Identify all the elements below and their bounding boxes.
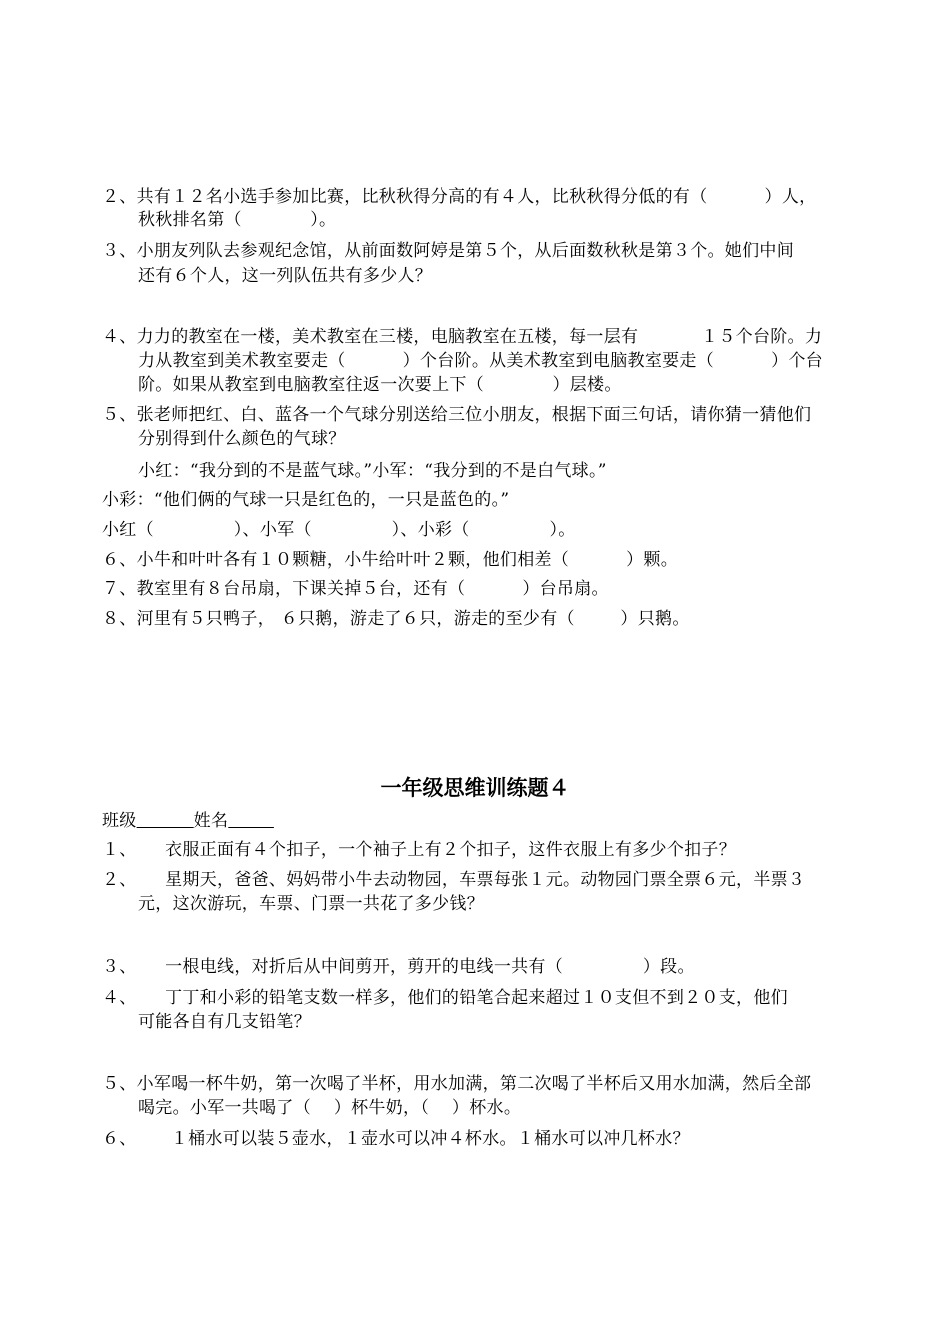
- s2-q6-line: ６、 １桶水可以装５壶水，１壶水可以冲４杯水。１桶水可以冲几杯水？: [102, 1129, 690, 1149]
- q5-line3: 小红：“我分到的不是蓝气球。”小军：“我分到的不是白气球。”: [138, 461, 607, 481]
- q6-line: ６、小牛和叶叶各有１０颗糖，小牛给叶叶２颗，他们相差（ ）颗。: [102, 550, 679, 570]
- s2-q5-line1: ５、小军喝一杯牛奶，第一次喝了半杯，用水加满，第二次喝了半杯后又用水加满，然后全部: [102, 1074, 812, 1094]
- s2-q4-line1: ４、 丁丁和小彩的铅笔支数一样多，他们的铅笔合起来超过１０支但不到２０支，他们: [102, 988, 788, 1008]
- s2-q2-line1: ２、 星期天，爸爸、妈妈带小牛去动物园，车票每张１元。动物园门票全票６元，半票３: [102, 870, 806, 890]
- q4-line3: 阶。如果从教室到电脑教室往返一次要上下（ ）层楼。: [138, 375, 622, 395]
- s2-q4-line2: 可能各自有几支铅笔？: [138, 1012, 311, 1032]
- q8-line: ８、河里有５只鸭子， ６只鹅，游走了６只，游走的至少有（ ）只鹅。: [102, 609, 690, 629]
- q5-line2: 分别得到什么颜色的气球？: [138, 429, 346, 449]
- q7-line: ７、教室里有８台吊扇，下课关掉５台，还有（ ）台吊扇。: [102, 579, 609, 599]
- s2-q5-line2: 喝完。小军一共喝了（ ）杯牛奶，（ ）杯水。: [138, 1098, 522, 1118]
- class-label: 班级: [102, 811, 137, 831]
- class-name-row: [102, 810, 274, 832]
- q5-line5: 小红（ ）、小军（ ）、小彩（ ）。: [102, 520, 576, 540]
- s2-q1-line: １、 衣服正面有４个扣子，一个袖子上有２个扣子，这件衣服上有多少个扣子？: [102, 840, 737, 860]
- name-blank[interactable]: [228, 811, 274, 831]
- s2-q3-line: ３、 一根电线，对折后从中间剪开，剪开的电线一共有（ ）段。: [102, 957, 695, 977]
- worksheet-title: 一年级思维训练题４: [380, 776, 570, 800]
- q3-line2: 还有６个人，这一列队伍共有多少人？: [138, 266, 433, 286]
- q3-line1: ３、小朋友列队去参观纪念馆，从前面数阿婷是第５个，从后面数秋秋是第３个。她们中间: [102, 241, 794, 261]
- q2-line1: ２、共有１２名小选手参加比赛，比秋秋得分高的有４人，比秋秋得分低的有（ ）人，: [102, 187, 817, 207]
- class-blank[interactable]: [137, 811, 194, 831]
- name-label: 姓名: [193, 811, 229, 831]
- q5-line1: ５、张老师把红、白、蓝各一个气球分别送给三位小朋友，根据下面三句话，请你猜一猜他们: [102, 405, 812, 425]
- q2-line2: 秋秋排名第（ ）。: [138, 210, 337, 230]
- q4-line2: 力从教室到美术教室要走（ ）个台阶。从美术教室到电脑教室要走（ ）个台: [138, 351, 823, 371]
- s2-q2-line2: 元，这次游玩，车票、门票一共花了多少钱？: [138, 894, 484, 914]
- q4-line1: ４、力力的教室在一楼，美术教室在三楼，电脑教室在五楼，每一层有 １５个台阶。力: [102, 327, 823, 347]
- q5-line4: 小彩：“他们俩的气球一只是红色的，一只是蓝色的。”: [102, 490, 510, 510]
